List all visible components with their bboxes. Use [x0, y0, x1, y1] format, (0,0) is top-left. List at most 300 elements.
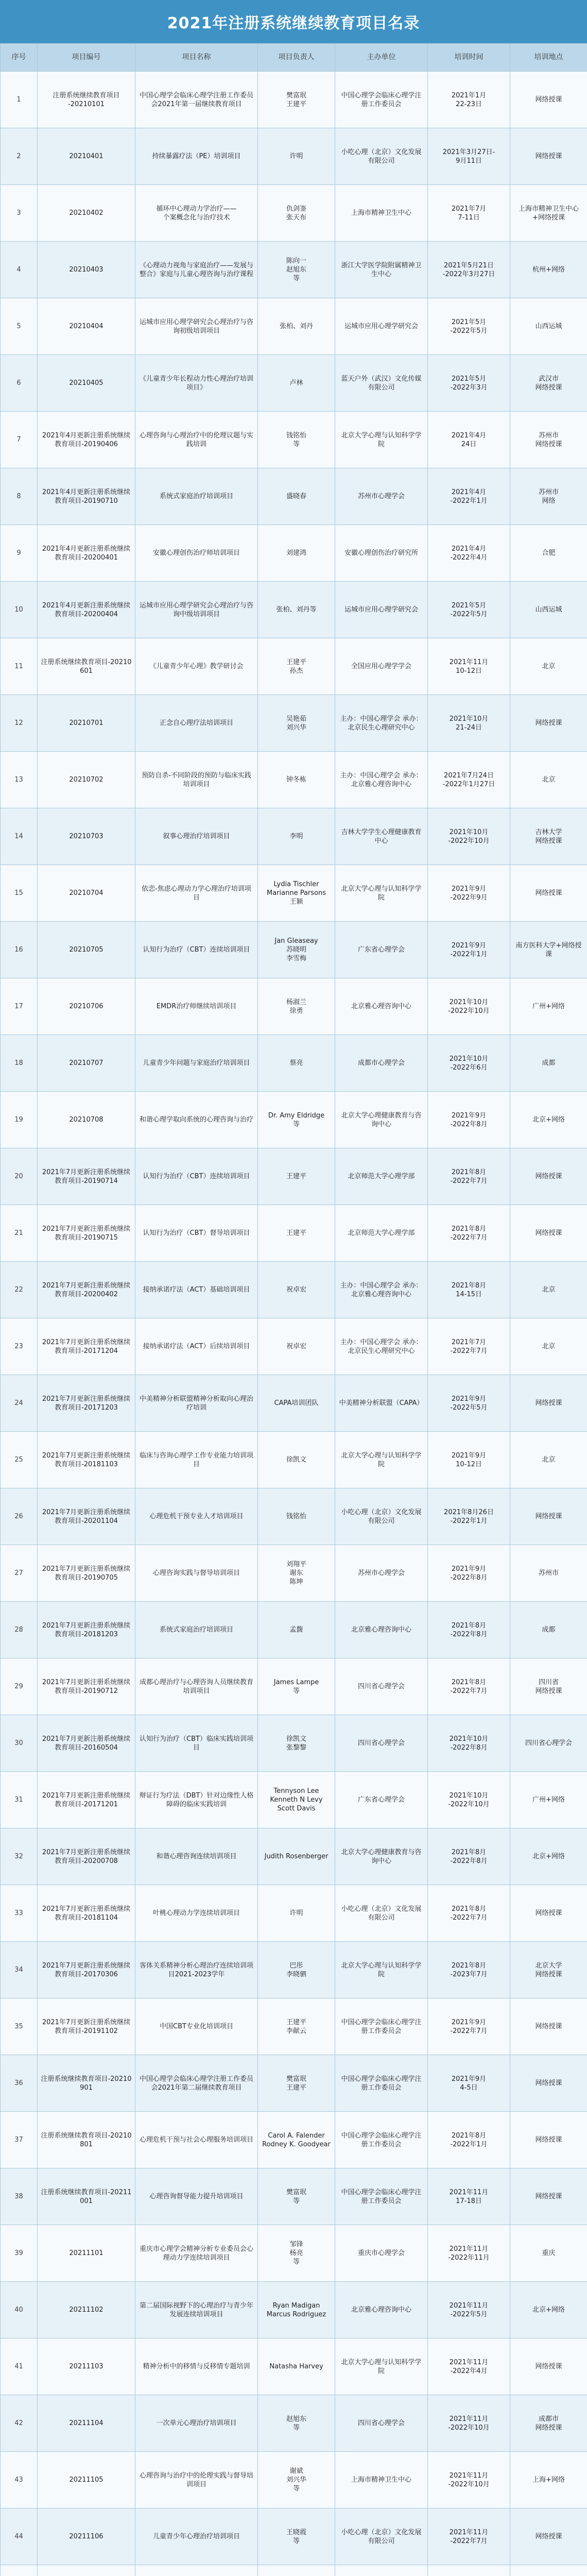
cell-id: 2021年7月更新注册系统继续教育项目-20200708 — [38, 1828, 135, 1885]
cell-place: 苏州市 网络 — [510, 468, 587, 525]
cell-org: 上海市精神卫生中心 — [335, 2452, 428, 2509]
cell-leader: 张柏、刘丹 — [258, 298, 335, 355]
cell-org: 安徽心理创伤治疗研究所 — [335, 525, 428, 582]
column-header-no: 序号 — [1, 44, 38, 72]
cell-org: 浙江大学医学院附属精神卫生中心 — [335, 242, 428, 298]
cell-leader: 赵旭东 等 — [258, 2395, 335, 2452]
cell-leader: Tennyson Lee Kenneth N Levy Scott Davis — [258, 1772, 335, 1828]
cell-place: 网络授课 — [510, 1998, 587, 2055]
cell-org: 苏州市心理学会 — [335, 1545, 428, 1602]
cell-id: 20211104 — [38, 2395, 135, 2452]
cell-time: 2021年10月 -2022年8月 — [428, 1715, 510, 1772]
table-row — [1, 978, 587, 1035]
table-row — [1, 2112, 587, 2168]
cell-id: 20210404 — [38, 298, 135, 355]
cell-time: 2021年10月 -2022年10月 — [428, 1772, 510, 1828]
cell-time: 2021年5月 -2022年5月 — [428, 298, 510, 355]
cell-org: 北京大学心理与认知科学学院 — [335, 865, 428, 922]
cell-id: 2021年7月更新注册系统继续教育项目-20201104 — [38, 1488, 135, 1545]
cell-name: 《儿童青少年长程动力性心理治疗培训项目》 — [135, 355, 258, 412]
cell-name: 认知行为治疗（CBT）连续培训项目 — [135, 922, 258, 978]
table-row — [1, 298, 587, 355]
cell-place: 北京 — [510, 752, 587, 808]
table-row — [1, 865, 587, 922]
cell-name: 第二届国际视野下的心理治疗与青少年发展连续培训项目 — [135, 2282, 258, 2338]
cell-name: 接纳承诺疗法（ACT）基础培训项目 — [135, 1262, 258, 1318]
cell-no: 26 — [1, 1488, 38, 1545]
table-row — [1, 1658, 587, 1715]
cell-name: 和谐心理咨询连续培训项目 — [135, 1828, 258, 1885]
cell-leader: 刘建鸿 — [258, 525, 335, 582]
cell-time: 2021年10月 -2022年10月 — [428, 978, 510, 1035]
table-row — [1, 582, 587, 638]
cell-name: 一次单元心理治疗培训项目 — [135, 2395, 258, 2452]
table-body — [1, 72, 587, 2576]
cell-leader: 盛晓春 — [258, 468, 335, 525]
cell-place: 网络授课 — [510, 72, 587, 128]
cell-org: 蓝天户外（武汉）文化传媒有限公司 — [335, 355, 428, 412]
cell-no: 1 — [1, 72, 38, 128]
table-row — [1, 1375, 587, 1432]
cell-no: 24 — [1, 1375, 38, 1432]
cell-name: 运城市应用心理学研究会心理治疗与咨询初级培训项目 — [135, 298, 258, 355]
table-row — [1, 2452, 587, 2509]
cell-org: 北京雅心理咨询中心 — [335, 978, 428, 1035]
cell-time: 2021年11月 -2022年11月 — [428, 2225, 510, 2282]
cell-org: 北京雅心理咨询中心 — [335, 1602, 428, 1658]
cell-name: 《儿童青少年心理》教学研讨会 — [135, 638, 258, 695]
cell-time: 2021年8月 14-15日 — [428, 1262, 510, 1318]
cell-place: 重庆 — [510, 2225, 587, 2282]
cell-org: 北京大学心理与认知科学学院 — [335, 1432, 428, 1488]
cell-time: 2021年3月27日- 9月11日 — [428, 128, 510, 185]
cell-no: 35 — [1, 1998, 38, 2055]
cell-no: 12 — [1, 695, 38, 752]
cell-no: 41 — [1, 2338, 38, 2395]
cell-id: 20210708 — [38, 1092, 135, 1148]
cell-place: 上海+网络 — [510, 2452, 587, 2509]
cell-time: 2021年9月 -2022年8月 — [428, 1545, 510, 1602]
cell-id: 20210705 — [38, 922, 135, 978]
cell-id: 2021年4月更新注册系统继续教育项目-20200401 — [38, 525, 135, 582]
cell-id: 2021年4月更新注册系统继续教育项目-20190406 — [38, 412, 135, 468]
cell-no: 18 — [1, 1035, 38, 1092]
cell-place: 成都 — [510, 1602, 587, 1658]
table-row — [1, 2168, 587, 2225]
cell-time — [428, 2565, 510, 2576]
cell-no: 21 — [1, 1205, 38, 1262]
cell-id: 2021年4月更新注册系统继续教育项目-20190710 — [38, 468, 135, 525]
cell-place: 杭州+网络 — [510, 242, 587, 298]
cell-org: 中国心理学会临床心理学注册工作委员会 — [335, 1998, 428, 2055]
cell-name: 循环中心理动力学治疗—— 个案概念化与治疗技术 — [135, 185, 258, 242]
cell-no: 23 — [1, 1318, 38, 1375]
cell-org: 运城市应用心理学研究会 — [335, 298, 428, 355]
cell-org: 中国心理学会临床心理学注册工作委员会 — [335, 2112, 428, 2168]
cell-leader: Ryan Madigan Marcus Rodriguez — [258, 2282, 335, 2338]
cell-org: 主办：中国心理学会 承办：北京民生心理研究中心 — [335, 1318, 428, 1375]
cell-id: 20211105 — [38, 2452, 135, 2509]
cell-name: EMDR治疗师继续培训项目 — [135, 978, 258, 1035]
cell-place: 吉林大学 网络授课 — [510, 808, 587, 865]
cell-name: 《心理动力视角与家庭治疗——发展与整合》家庭与儿童心理咨询与治疗课程 — [135, 242, 258, 298]
cell-name: 心理咨询与治疗中的伦理实践与督导培训项目 — [135, 2452, 258, 2509]
cell-leader: 徐凯文 张黎黎 — [258, 1715, 335, 1772]
cell-place: 四川省 网络授课 — [510, 1658, 587, 1715]
cell-id: 20210401 — [38, 128, 135, 185]
cell-org: 北京雅心理咨询中心 — [335, 2282, 428, 2338]
cell-leader: 樊富珉 等 — [258, 2168, 335, 2225]
cell-org: 小吃心理（北京）文化发展有限公司 — [335, 1885, 428, 1942]
column-header-name: 项目名称 — [135, 44, 258, 72]
cell-name: 中国心理学会临床心理学注册工作委员会2021年第一届继续教育项目 — [135, 72, 258, 128]
cell-time: 2021年4月 24日 — [428, 412, 510, 468]
cell-id: 2021年7月更新注册系统继续教育项目-20181203 — [38, 1602, 135, 1658]
cell-time: 2021年8月 -2022年7月 — [428, 1658, 510, 1715]
cell-id: 20210405 — [38, 355, 135, 412]
column-header-id: 项目编号 — [38, 44, 135, 72]
table-row — [1, 1488, 587, 1545]
table-row — [1, 128, 587, 185]
table-row — [1, 2395, 587, 2452]
cell-no: 16 — [1, 922, 38, 978]
cell-name: 儿童青少年心理治疗培训项目 — [135, 2509, 258, 2565]
cell-name: 认知行为治疗（CBT）连续培训项目 — [135, 1148, 258, 1205]
cell-time: 2021年4月 -2022年4月 — [428, 525, 510, 582]
cell-org: 中国心理学会临床心理学注册工作委员会 — [335, 2055, 428, 2112]
cell-leader: 蔡亮 — [258, 1035, 335, 1092]
cell-id: 20210704 — [38, 865, 135, 922]
cell-leader: 杨淑兰 徐勇 — [258, 978, 335, 1035]
cell-org: 成都市心理学会 — [335, 1035, 428, 1092]
cell-place: 四川省心理学会 — [510, 1715, 587, 1772]
cell-time: 2021年7月 -2022年7月 — [428, 1318, 510, 1375]
cell-leader: Dr. Amy Eldridge 等 — [258, 1092, 335, 1148]
cell-org: 广东省心理学会 — [335, 1772, 428, 1828]
cell-name: 持续暴露疗法（PE）培训项目 — [135, 128, 258, 185]
cell-id: 2021年7月更新注册系统继续教育项目-20171204 — [38, 1318, 135, 1375]
cell-place: 网络授课 — [510, 2338, 587, 2395]
cell-place: 苏州市 — [510, 1545, 587, 1602]
cell-place: 北京+网络 — [510, 1828, 587, 1885]
table-row — [1, 468, 587, 525]
cell-name: 和谐心理学取向系统的心理咨询与治疗 — [135, 1092, 258, 1148]
cell-no: 9 — [1, 525, 38, 582]
cell-org: 主办：中国心理学会 承办：北京民生心理研究中心 — [335, 695, 428, 752]
cell-id: 2021年7月更新注册系统继续教育项目-20190712 — [38, 1658, 135, 1715]
cell-name: 认知行为治疗（CBT）督导培训项目 — [135, 1205, 258, 1262]
cell-time: 2021年10月 21-24日 — [428, 695, 510, 752]
cell-org: 运城市应用心理学研究会 — [335, 582, 428, 638]
cell-leader: 李明 — [258, 808, 335, 865]
cell-no: 2 — [1, 128, 38, 185]
cell-place: 网络授课 — [510, 2168, 587, 2225]
column-header-org: 主办单位 — [335, 44, 428, 72]
column-header-leader: 项目负责人 — [258, 44, 335, 72]
cell-name: 客体关系精神分析心理治疗连续培训项目2021-2023学年 — [135, 1942, 258, 1998]
cell-name: 中国CBT专业化培训项目 — [135, 1998, 258, 2055]
cell-id: 20210707 — [38, 1035, 135, 1092]
cell-leader: 祝卓宏 — [258, 1262, 335, 1318]
cell-time: 2021年8月 -2022年7月 — [428, 1885, 510, 1942]
cell-name: 运城市应用心理学研究会心理治疗与咨询中级培训项目 — [135, 582, 258, 638]
cell-leader: 孟馥 — [258, 1602, 335, 1658]
table-row — [1, 72, 587, 128]
cell-leader: 卢林 — [258, 355, 335, 412]
cell-no: 44 — [1, 2509, 38, 2565]
cell-time: 2021年9月 -2022年5月 — [428, 1375, 510, 1432]
table-row — [1, 1432, 587, 1488]
cell-time: 2021年9月 4-5日 — [428, 2055, 510, 2112]
cell-time: 2021年8月 -2023年7月 — [428, 1942, 510, 1998]
cell-place: 广州+网络 — [510, 1772, 587, 1828]
cell-leader: 王建平 — [258, 1205, 335, 1262]
cell-time: 2021年4月 -2022年1月 — [428, 468, 510, 525]
cell-leader: 钟冬栋 — [258, 752, 335, 808]
cell-place: 北京 — [510, 1318, 587, 1375]
table-row — [1, 1715, 587, 1772]
cell-id: 注册系统继续教育项目-20210601 — [38, 638, 135, 695]
cell-no: 3 — [1, 185, 38, 242]
cell-no: 19 — [1, 1092, 38, 1148]
cell-leader: Jan Gleaseay 苏晓明 李雪梅 — [258, 922, 335, 978]
cell-no: 11 — [1, 638, 38, 695]
cell-no: 43 — [1, 2452, 38, 2509]
cell-org: 中国心理学会临床心理学注册工作委员会 — [335, 72, 428, 128]
cell-no: 17 — [1, 978, 38, 1035]
cell-no: 37 — [1, 2112, 38, 2168]
cell-id: 注册系统继续教育项目-20210901 — [38, 2055, 135, 2112]
cell-name: 精神分析中的移情与反移情专题培训 — [135, 2338, 258, 2395]
cell-time: 2021年9月 -2022年9月 — [428, 865, 510, 922]
cell-leader: Lydia Tischler Marianne Parsons 王颖 — [258, 865, 335, 922]
table-header-row — [1, 44, 587, 72]
cell-time: 2021年8月 -2022年8月 — [428, 1602, 510, 1658]
cell-no: 7 — [1, 412, 38, 468]
cell-no: 42 — [1, 2395, 38, 2452]
cell-time: 2021年11月 -2022年10月 — [428, 2452, 510, 2509]
cell-org: 北京师范大学心理学部 — [335, 1205, 428, 1262]
cell-leader: 王建平 李献云 — [258, 1998, 335, 2055]
cell-time: 2021年11月 -2022年5月 — [428, 2282, 510, 2338]
cell-place: 成都市 网络授课 — [510, 2395, 587, 2452]
table-row — [1, 752, 587, 808]
cell-place: 山西运城 — [510, 298, 587, 355]
cell-id: 20210703 — [38, 808, 135, 865]
cell-leader: 邹锋 杨亮 等 — [258, 2225, 335, 2282]
cell-no: 15 — [1, 865, 38, 922]
cell-leader: 王晓霞 等 — [258, 2509, 335, 2565]
cell-place: 北京 — [510, 638, 587, 695]
cell-time: 2021年8月 -2022年1月 — [428, 2112, 510, 2168]
cell-place: 网络授课 — [510, 1375, 587, 1432]
table-row — [1, 525, 587, 582]
cell-place: 山西运城 — [510, 582, 587, 638]
cell-org: 主办：中国心理学会 承办：北京雅心理咨询中心 — [335, 1262, 428, 1318]
cell-id: 注册系统继续教育项目-20211001 — [38, 2168, 135, 2225]
table-row — [1, 412, 587, 468]
cell-org: 北京大学心理与认知科学学院 — [335, 2338, 428, 2395]
table-row — [1, 1318, 587, 1375]
cell-name: 心理咨询督导能力提升培训项目 — [135, 2168, 258, 2225]
table-row — [1, 1545, 587, 1602]
table-row — [1, 2338, 587, 2395]
cell-no: 31 — [1, 1772, 38, 1828]
cell-id: 20211106 — [38, 2509, 135, 2565]
cell-no: 5 — [1, 298, 38, 355]
cell-name — [135, 2565, 258, 2576]
cell-place: 网络授课 — [510, 1205, 587, 1262]
cell-time: 2021年5月21日 -2022年3月27日 — [428, 242, 510, 298]
cell-name: 依恋-焦虑心理动力学心理治疗培训项目 — [135, 865, 258, 922]
cell-org: 四川省心理学会 — [335, 2395, 428, 2452]
cell-leader: CAPA培训团队 — [258, 1375, 335, 1432]
cell-name: 接纳承诺疗法（ACT）后续培训项目 — [135, 1318, 258, 1375]
cell-org — [335, 2565, 428, 2576]
cell-no: 39 — [1, 2225, 38, 2282]
cell-time: 2021年8月26日 -2022年1月 — [428, 1488, 510, 1545]
cell-place: 网络授课 — [510, 2055, 587, 2112]
column-header-place: 培训地点 — [510, 44, 587, 72]
cell-name: 中美精神分析联盟精神分析取向心理治疗培训 — [135, 1375, 258, 1432]
cell-no: 4 — [1, 242, 38, 298]
cell-name: 心理危机干预专业人才培训项目 — [135, 1488, 258, 1545]
cell-no: 10 — [1, 582, 38, 638]
cell-name: 辩证行为疗法（DBT）针对边缘性人格障碍的临床实践培训 — [135, 1772, 258, 1828]
cell-org: 北京师范大学心理学部 — [335, 1148, 428, 1205]
cell-name: 正念自心理疗法培训项目 — [135, 695, 258, 752]
cell-org: 吉林大学学生心理健康教育中心 — [335, 808, 428, 865]
cell-leader: 钱铭怡 — [258, 1488, 335, 1545]
cell-id: 2021年7月更新注册系统继续教育项目-20190714 — [38, 1148, 135, 1205]
cell-id: 20210706 — [38, 978, 135, 1035]
cell-org: 小吃心理（北京）文化发展有限公司 — [335, 128, 428, 185]
cell-name: 心理咨询与心理治疗中的伦理议题与实践培训 — [135, 412, 258, 468]
cell-id: 2021年7月更新注册系统继续教育项目-20171201 — [38, 1772, 135, 1828]
cell-time: 2021年8月 -2022年7月 — [428, 1205, 510, 1262]
cell-place: 苏州市 网络授课 — [510, 412, 587, 468]
table-row — [1, 2225, 587, 2282]
cell-place: 合肥 — [510, 525, 587, 582]
cell-leader: 刘翔平 谢东 陈坤 — [258, 1545, 335, 1602]
table-row — [1, 2055, 587, 2112]
table-row — [1, 2565, 587, 2576]
cell-id: 20210702 — [38, 752, 135, 808]
cell-time: 2021年7月24日 -2022年1月27日 — [428, 752, 510, 808]
cell-org: 小吃心理（北京）文化发展有限公司 — [335, 2509, 428, 2565]
cell-time: 2021年10月 -2022年6月 — [428, 1035, 510, 1092]
table-row — [1, 808, 587, 865]
cell-no: 28 — [1, 1602, 38, 1658]
cell-id: 2021年7月更新注册系统继续教育项目-20170306 — [38, 1942, 135, 1998]
cell-id: 2021年7月更新注册系统继续教育项目-20190715 — [38, 1205, 135, 1262]
table-row — [1, 1942, 587, 1998]
table-row — [1, 1148, 587, 1205]
page-title: 2021年注册系统继续教育项目名录 — [0, 0, 587, 43]
cell-place: 北京大学 网络授课 — [510, 1942, 587, 1998]
cell-time: 2021年11月 17-18日 — [428, 2168, 510, 2225]
cell-leader: 许明 — [258, 1885, 335, 1942]
cell-leader: 王建平 — [258, 1148, 335, 1205]
table-row — [1, 185, 587, 242]
cell-id: 2021年7月更新注册系统继续教育项目-20181104 — [38, 1885, 135, 1942]
table-row — [1, 695, 587, 752]
cell-leader: 钱铭怡 等 — [258, 412, 335, 468]
cell-leader: Judith Rosenberger — [258, 1828, 335, 1885]
cell-place: 广州+网络 — [510, 978, 587, 1035]
cell-name: 安徽心理创伤治疗师培训项目 — [135, 525, 258, 582]
cell-id: 2021年7月更新注册系统继续教育项目-20190705 — [38, 1545, 135, 1602]
table-row — [1, 1205, 587, 1262]
cell-org: 广东省心理学会 — [335, 922, 428, 978]
table-row — [1, 1998, 587, 2055]
cell-no — [1, 2565, 38, 2576]
cell-leader: Natasha Harvey — [258, 2338, 335, 2395]
table-row — [1, 1092, 587, 1148]
cell-place: 成都 — [510, 1035, 587, 1092]
cell-no: 27 — [1, 1545, 38, 1602]
cell-leader: James Lampe 等 — [258, 1658, 335, 1715]
cell-org: 中国心理学会临床心理学注册工作委员会 — [335, 2168, 428, 2225]
cell-leader: 祝卓宏 — [258, 1318, 335, 1375]
cell-leader: 吴艳茹 刘兴华 — [258, 695, 335, 752]
cell-org: 主办：中国心理学会 承办：北京雅心理咨询中心 — [335, 752, 428, 808]
cell-org: 上海市精神卫生中心 — [335, 185, 428, 242]
cell-org: 重庆市心理学会 — [335, 2225, 428, 2282]
cell-no: 14 — [1, 808, 38, 865]
cell-org: 北京大学心理健康教育与咨询中心 — [335, 1828, 428, 1885]
cell-name: 叙事心理治疗培训项目 — [135, 808, 258, 865]
cell-name: 心理危机干预与社会心理服务培训项目 — [135, 2112, 258, 2168]
cell-id: 注册系统继续教育项目-20210801 — [38, 2112, 135, 2168]
cell-place: 网络授课 — [510, 695, 587, 752]
cell-org: 北京大学心理健康教育与咨询中心 — [335, 1092, 428, 1148]
cell-place: 北京+网络 — [510, 1092, 587, 1148]
table-row — [1, 242, 587, 298]
cell-place: 北京 — [510, 1432, 587, 1488]
cell-org: 中美精神分析联盟（CAPA） — [335, 1375, 428, 1432]
cell-id: 20211102 — [38, 2282, 135, 2338]
cell-id: 2021年7月更新注册系统继续教育项目-20181103 — [38, 1432, 135, 1488]
cell-org: 北京大学心理与认知科学学院 — [335, 412, 428, 468]
cell-no: 25 — [1, 1432, 38, 1488]
cell-name: 重庆市心理学会精神分析专业委员会心理动力学连续培训项目 — [135, 2225, 258, 2282]
cell-leader: Carol A. Falender Rodney K. Goodyear — [258, 2112, 335, 2168]
cell-place: 网络授课 — [510, 2509, 587, 2565]
cell-time: 2021年9月 -2022年8月 — [428, 1092, 510, 1148]
cell-org: 四川省心理学会 — [335, 1715, 428, 1772]
table-row — [1, 1602, 587, 1658]
cell-time: 2021年1月 22-23日 — [428, 72, 510, 128]
cell-name: 认知行为治疗（CBT）临床实践培训项目 — [135, 1715, 258, 1772]
cell-leader: 樊富珉 王建平 — [258, 72, 335, 128]
cell-place: 网络授课 — [510, 1885, 587, 1942]
cell-name: 系统式家庭治疗培训项目 — [135, 1602, 258, 1658]
table-row — [1, 2282, 587, 2338]
cell-time: 2021年8月 -2022年7月 — [428, 1148, 510, 1205]
table-row — [1, 1772, 587, 1828]
cell-leader: 樊富珉 王建平 — [258, 2055, 335, 2112]
cell-time: 2021年5月 -2022年3月 — [428, 355, 510, 412]
cell-leader: 徐凯文 — [258, 1432, 335, 1488]
table-row — [1, 922, 587, 978]
cell-time: 2021年11月 10-12日 — [428, 638, 510, 695]
cell-id: 20211101 — [38, 2225, 135, 2282]
cell-org: 全国应用心理学学会 — [335, 638, 428, 695]
table-row — [1, 1262, 587, 1318]
cell-time: 2021年7月 7-11日 — [428, 185, 510, 242]
cell-name: 预防自杀-不同阶段的预防与临床实践培训项目 — [135, 752, 258, 808]
